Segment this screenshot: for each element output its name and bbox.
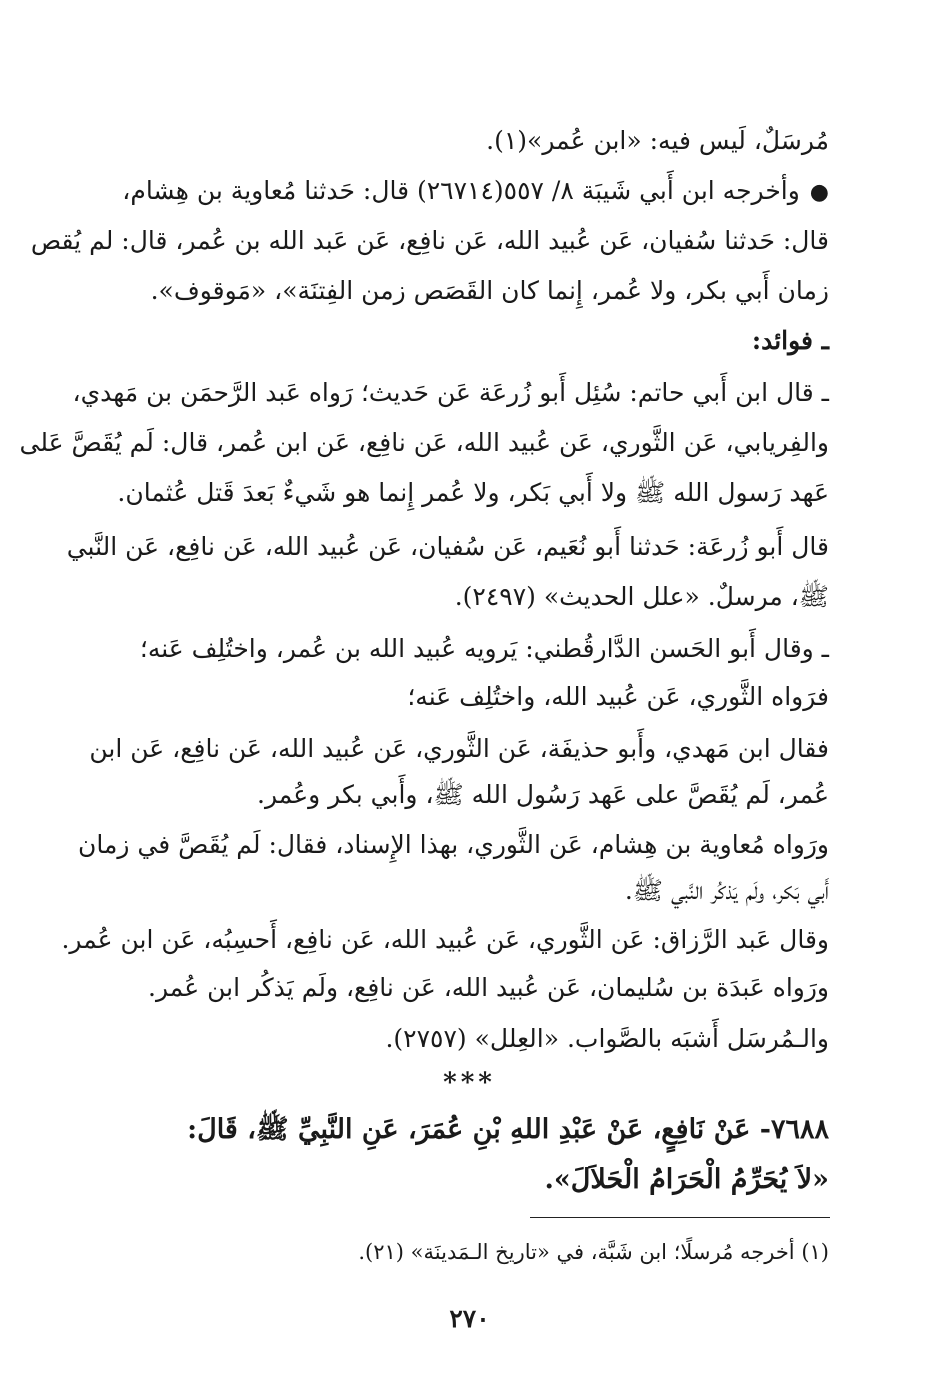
text-line-2 bbox=[109, 176, 829, 206]
hadith-line-1: ٧٦٨٨- عَنْ نَافِعٍ، عَنْ عَبْدِ اللهِ بْنِ عُمَرَ، عَنِ النَّبِيِّ ﷺ، قَالَ: bbox=[187, 1114, 829, 1145]
bullet-icon: ● bbox=[809, 180, 829, 205]
text-line-18: ورَواه عَبدَة بن سُليمان، عَن عُبيد الله، عَن نافِع، ولَم يَذكُر ابن عُمر. bbox=[148, 973, 829, 1002]
text-line-15: ورَواه مُعاوية بن هِشام، عَن الثَّوري، بهذا الإِسناد، فقال: لَم يُقَصَّ في زمان bbox=[77, 830, 829, 859]
text-line-16: أَبي بَكر، ولَم يَذكُر النَّبي ﷺ. bbox=[624, 876, 829, 905]
page-number: ٢٧٠ bbox=[449, 1304, 490, 1333]
text-line-2-content: وأخرجه ابن أَبي شَيبَة ٨/ ٥٥٧(٢٦٧١٤) قال: حَدثنا مُعاوية بن هِشام، bbox=[122, 176, 800, 205]
section-separator: *** bbox=[443, 1068, 496, 1098]
text-line-14: عُمر، لَم يُقَصَّ على عَهد رَسُول الله ﷺ، وأَبي بكر وعُمر. bbox=[257, 780, 829, 809]
text-line-8: عَهد رَسول الله ﷺ ولا أَبي بَكر، ولا عُمر إِنما هو شَيءٌ بَعدَ قَتل عُثمان. bbox=[117, 478, 829, 507]
text-line-11: ـ وقال أَبو الحَسن الدَّارقُطني: يَرويه عُبيد الله بن عُمر، واختُلِف عَنه؛ bbox=[139, 634, 829, 663]
footnote-divider bbox=[530, 1217, 830, 1218]
text-line-13: فقال ابن مَهدي، وأَبو حذيفَة، عَن الثَّوري، عَن عُبيد الله، عَن نافِع، عَن ابن bbox=[89, 734, 829, 763]
text-line-19: والـمُرسَل أَشبَه بالصَّواب. «العِلل» (٢٧٥٧). bbox=[385, 1024, 829, 1053]
text-line-10: ﷺ، مرسلٌ. «علل الحديث» (٢٤٩٧). bbox=[454, 582, 829, 611]
text-line-3: قال: حَدثنا سُفيان، عَن عُبيد الله، عَن نافِع، عَن عَبد الله بن عُمر، قال: لم يُقص bbox=[30, 226, 829, 255]
text-line-12: فرَواه الثَّوري، عَن عُبيد الله، واختُلِف عَنه؛ bbox=[407, 682, 829, 711]
hadith-line-2: «لاَ يُحَرِّمُ الْحَرَامُ الْحَلاَلَ». bbox=[544, 1164, 829, 1195]
text-line-17: وقال عَبد الرَّزاق: عَن الثَّوري، عَن عُبيد الله، عَن نافِع، أَحسِبُه، عَن ابن عُمر. bbox=[61, 925, 829, 954]
text-line-1: مُرسَلٌ، لَيس فيه: «ابن عُمر»(١). bbox=[486, 126, 829, 155]
text-line-6: ـ قال ابن أَبي حاتم: سُئِل أَبو زُرعَة عَن حَديث؛ رَواه عَبد الرَّحمَن بن مَهدي، bbox=[72, 378, 829, 407]
footnote: (١) أخرجه مُرسلًا؛ ابن شَبَّة، في «تاريخ الـمَدينَة» (٢١). bbox=[358, 1240, 829, 1264]
text-line-7: والفِريابي، عَن الثَّوري، عَن عُبيد الله، عَن نافِع، عَن ابن عُمر، قال: لَم يُقَصَّ عَلى bbox=[19, 428, 829, 457]
section-heading: ـ فوائد: bbox=[751, 326, 829, 355]
text-line-4: زمان أَبي بكر، ولا عُمر، إِنما كان القَصَص زمن الفِتنَة»، «مَوقوف». bbox=[150, 276, 829, 305]
text-line-9: قال أَبو زُرعَة: حَدثنا أَبو نُعَيم، عَن سُفيان، عَن عُبيد الله، عَن نافِع، عَن النَّبي bbox=[66, 532, 829, 561]
